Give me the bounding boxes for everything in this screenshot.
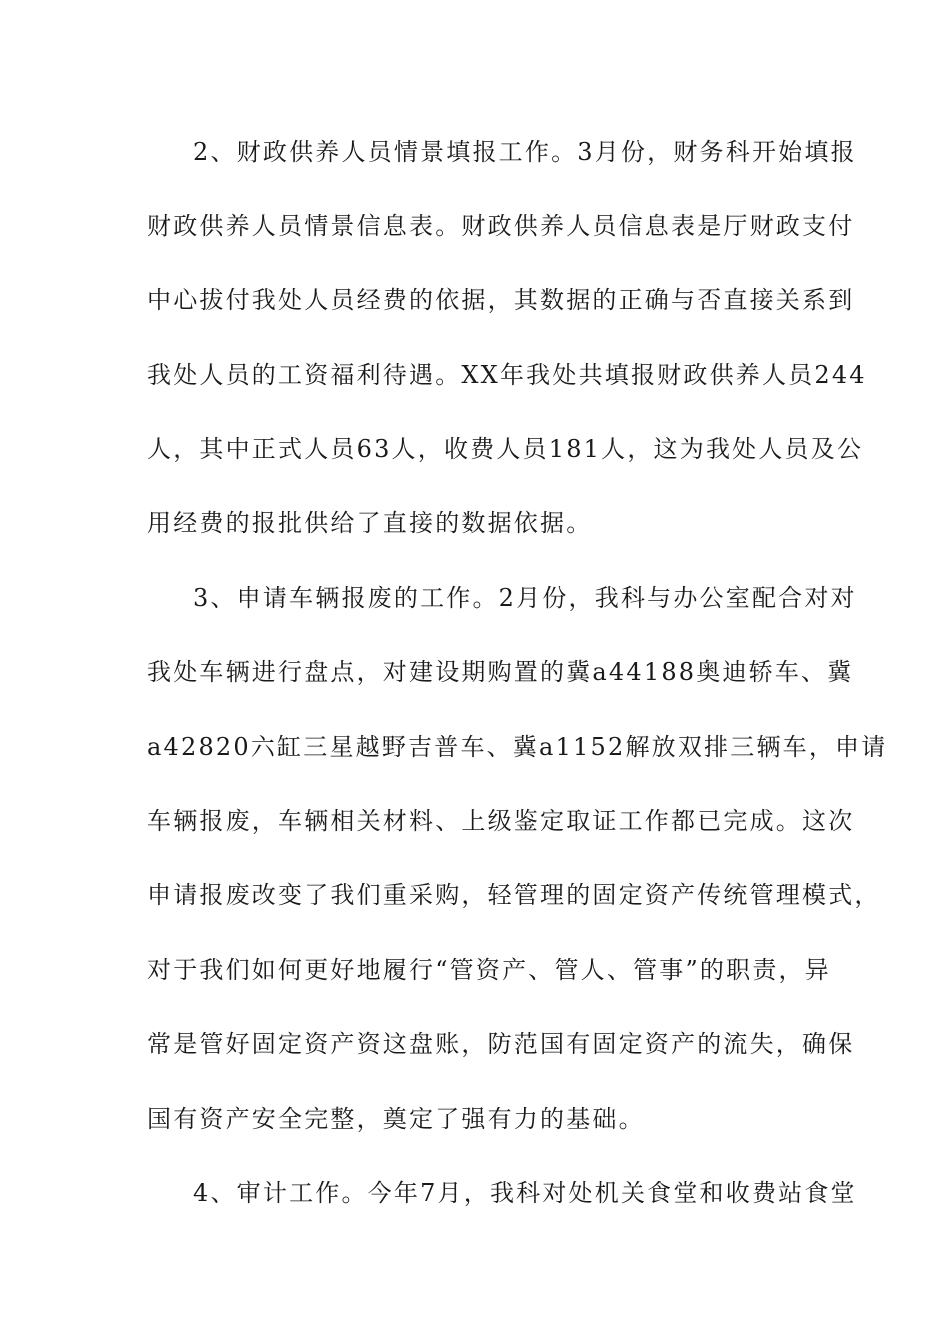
paragraph-line: 用经费的报批供给了直接的数据依据。 bbox=[147, 509, 593, 537]
paragraph-line: 常是管好固定资产资这盘账，防范国有固定资产的流失，确保 bbox=[147, 1030, 855, 1058]
paragraph-line: 4、审计工作。今年7月，我科对处机关食堂和收费站食堂 bbox=[193, 1179, 857, 1207]
paragraph-line: 2、财政供养人员情景填报工作。3月份，财务科开始填报 bbox=[193, 138, 857, 166]
paragraph-line: 申请报废改变了我们重采购，轻管理的固定资产传统管理模式， bbox=[147, 881, 881, 909]
paragraph-line: a42820六缸三星越野吉普车、冀a1152解放双排三辆车，申请 bbox=[147, 733, 888, 761]
paragraph-line: 我处人员的工资福利待遇。XX年我处共填报财政供养人员244 bbox=[147, 361, 867, 389]
paragraph-line: 国有资产安全完整，奠定了强有力的基础。 bbox=[147, 1105, 645, 1133]
paragraph-line: 3、申请车辆报废的工作。2月份，我科与办公室配合对对 bbox=[193, 584, 857, 612]
paragraph-line: 财政供养人员情景信息表。财政供养人员信息表是厅财政支付 bbox=[147, 212, 855, 240]
paragraph-line: 人，其中正式人员63人，收费人员181人，这为我处人员及公 bbox=[147, 435, 864, 463]
paragraph-line: 中心拔付我处人员经费的依据，其数据的正确与否直接关系到 bbox=[147, 286, 855, 314]
paragraph-line: 我处车辆进行盘点，对建设期购置的冀a44188奥迪轿车、冀 bbox=[147, 658, 854, 686]
paragraph-line: 车辆报废，车辆相关材料、上级鉴定取证工作都已完成。这次 bbox=[147, 807, 855, 835]
paragraph-line: 对于我们如何更好地履行“管资产、管人、管事”的职责，异 bbox=[147, 956, 831, 984]
